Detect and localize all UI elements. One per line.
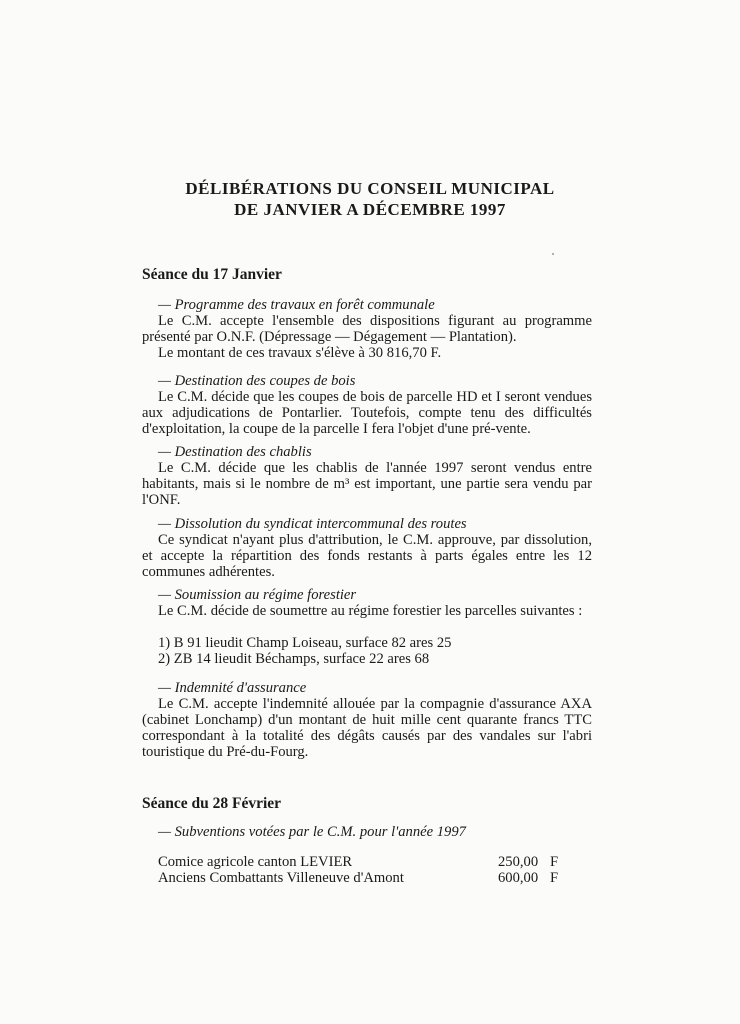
list-item: 2) ZB 14 lieudit Béchamps, surface 22 ares 68	[158, 651, 430, 667]
item-paragraph: Ce syndicat n'ayant plus d'attribution, le C.M. approuve, par dissolution, et accepte la répartition des fonds restants à parts égales entre les 12 communes adhérentes.	[142, 532, 592, 580]
list-item: 1) B 91 lieudit Champ Loiseau, surface 82 ares 25	[158, 635, 452, 651]
item-regime-forestier	[142, 587, 592, 667]
title-line-2: DE JANVIER A DÉCEMBRE 1997	[234, 200, 506, 219]
scan-speck	[552, 253, 554, 255]
item-heading: — Soumission au régime forestier	[158, 587, 357, 603]
item-paragraph: Le C.M. décide que les coupes de bois de parcelle HD et I seront vendues aux adjudications de Pontarlier. Toutefois, compte tenu des difficultés d'exploitation, la coupe de la parcelle I fera l'objet d'une pré-vente.	[142, 389, 592, 437]
item-line: Le montant de ces travaux s'élève à 30 816,70 F.	[158, 345, 442, 361]
item-heading: — Subventions votées par le C.M. pour l'année 1997	[158, 824, 466, 840]
title-line-1: DÉLIBÉRATIONS DU CONSEIL MUNICIPAL	[185, 179, 555, 198]
grant-currency: F	[550, 870, 559, 886]
item-dissolution-syndicat	[142, 516, 592, 580]
item-paragraph: Le C.M. accepte l'indemnité allouée par la compagnie d'assurance AXA (cabinet Lonchamp) d'un montant de huit mille cent quarante francs TTC correspondant à la totalité des dégâts causés par des vandales sur l'abri touristique du Pré-du-Fourg.	[142, 696, 592, 760]
item-paragraph: Le C.M. décide de soumettre au régime forestier les parcelles suivantes :	[158, 603, 583, 619]
item-paragraph: Le C.M. décide que les chablis de l'année 1997 seront vendus entre habitants, mais si le nombre de m³ est important, une partie sera vendu par l'ONF.	[142, 460, 592, 508]
item-heading: — Programme des travaux en forêt communale	[158, 297, 435, 313]
grant-name: Anciens Combattants Villeneuve d'Amont	[158, 870, 404, 886]
item-chablis	[142, 444, 592, 508]
page-title	[0, 178, 740, 220]
seance-2-title: Séance du 28 Février	[142, 795, 282, 812]
grant-currency: F	[550, 854, 559, 870]
item-indemnite-assurance	[142, 680, 592, 760]
item-subventions	[142, 824, 592, 886]
item-heading: — Dissolution du syndicat intercommunal des routes	[158, 516, 467, 532]
item-programme-travaux	[142, 297, 592, 361]
item-heading: — Destination des chablis	[158, 444, 312, 460]
grant-row	[142, 870, 592, 886]
grant-row	[142, 854, 592, 870]
item-heading: — Indemnité d'assurance	[158, 680, 307, 696]
grant-amount: 600,00	[498, 870, 539, 886]
grant-name: Comice agricole canton LEVIER	[158, 854, 353, 870]
item-paragraph: Le C.M. accepte l'ensemble des dispositions figurant au programme présenté par O.N.F. (Dépressage — Dégagement — Plantation).	[142, 313, 592, 345]
item-heading: — Destination des coupes de bois	[158, 373, 356, 389]
item-coupes-de-bois	[142, 373, 592, 437]
grant-amount: 250,00	[498, 854, 539, 870]
seance-1-title: Séance du 17 Janvier	[142, 266, 282, 283]
